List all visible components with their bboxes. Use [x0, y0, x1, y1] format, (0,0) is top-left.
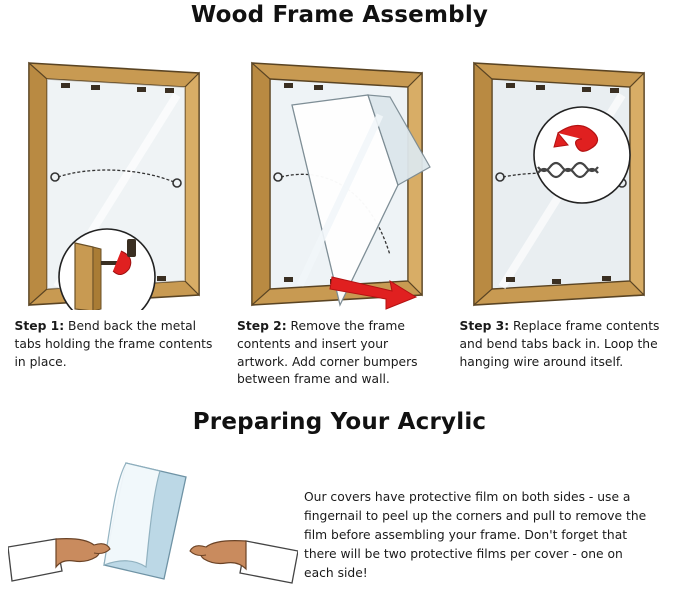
- step-3-label: Step 3:: [459, 319, 510, 333]
- step-1-text: Bend back the metal tabs holding the frame contents in place.: [14, 319, 213, 369]
- steps-row: [0, 55, 679, 389]
- page-title-acrylic: Preparing Your Acrylic: [192, 409, 487, 435]
- step-1: [12, 55, 222, 389]
- step-2-text: Remove the frame contents and insert your artwork. Add corner bumpers between frame and wall.: [237, 319, 418, 387]
- acrylic-row: [0, 455, 679, 585]
- frame-step-2-illustration: [240, 55, 440, 310]
- acrylic-peel-illustration: [8, 455, 298, 585]
- step-1-label: Step 1:: [14, 319, 65, 333]
- step-2-label: Step 2:: [237, 319, 287, 333]
- step-1-caption: [15, 318, 220, 371]
- frame-step-1-illustration: [17, 55, 217, 310]
- step-3: [457, 55, 667, 389]
- step-3-text: Replace frame contents and bend tabs back in. Loop the hanging wire around itself.: [459, 319, 660, 369]
- step-2: [235, 55, 445, 389]
- step-3-caption: [460, 318, 665, 371]
- frame-step-3-illustration: [462, 55, 662, 310]
- page-title-wood-frame: Wood Frame Assembly: [190, 2, 489, 28]
- acrylic-instructions-text: Our covers have protective film on both sides - use a fingernail to peel up the corners and pull to remove the film before assembling your frame. Don't forget that there will be two protective films per cover - one on each side!: [304, 490, 647, 581]
- step-2-caption: [237, 318, 442, 389]
